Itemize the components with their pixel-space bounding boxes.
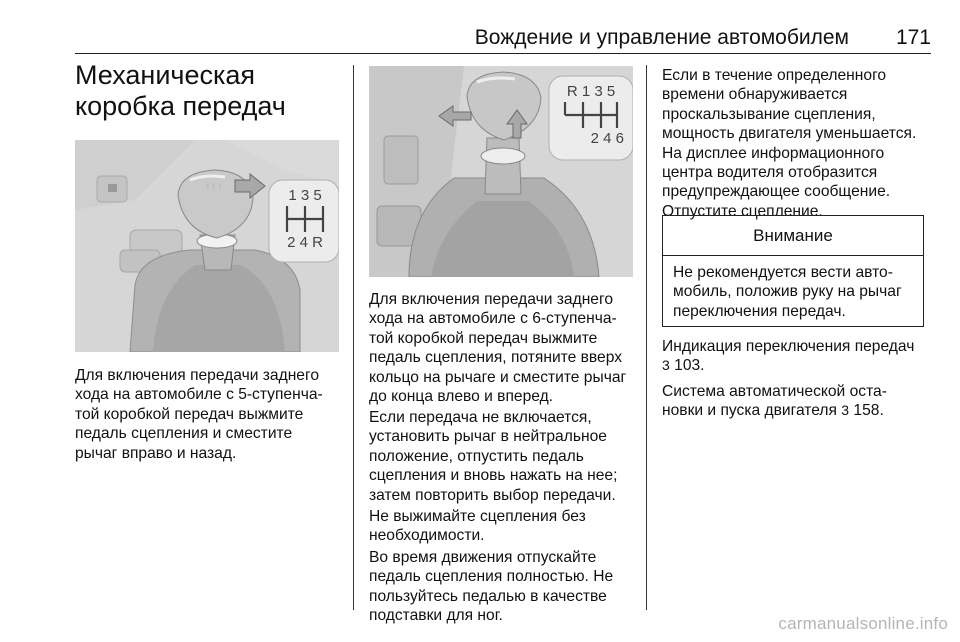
paragraph-5-speed-reverse: Для включения передачи заднего хода на автомобиле с 5-ступенча- той коробкой передач выжмите педаль сцепления и сместите рычаг вправо и назад. [75, 367, 323, 462]
gear-pattern-top: 1 3 5 [288, 187, 322, 204]
gear-pattern-bottom: 2 4 R [287, 234, 323, 251]
paragraph-clutch-unnecessary: Не выжимайте сцепления без необходимости. [369, 508, 586, 545]
gate-lines-icon [277, 204, 333, 234]
paragraph-shift-indicator [662, 337, 932, 376]
gate-lines-icon [555, 100, 627, 130]
section-title: Механическая коробка передач [75, 60, 286, 121]
figure-5-speed-shifter [75, 140, 339, 352]
running-title: Вождение и управление автомобилем [474, 26, 849, 49]
header-rule [75, 53, 931, 54]
notice-title: Внимание [663, 216, 923, 256]
paragraph-6-speed-reverse: Для включения передачи заднего хода на автомобиле с 6-ступенча- той коробкой передач выжмите педаль сцепления, потяните вверх кольцо на рычаге и сместите рычаг до конца влево и вперед. [369, 291, 627, 406]
watermark: carmanualsonline.info [778, 614, 948, 633]
paragraph-gear-not-engaging: Если передача не включается, установить рычаг в нейтральное положение, отпустить педаль сцепления и вновь нажать на нее; затем повторить выбор передачи. [369, 409, 618, 504]
column-rule-2 [646, 65, 647, 610]
stop-start-page-ref[interactable]: 158. [853, 402, 884, 420]
gear-pattern-6-speed [555, 83, 627, 147]
paragraph-stop-start [662, 382, 932, 421]
paragraph-clutch-slip: Если в течение определенного времени обнаруживается проскальзывание сцепления, мощность двигателя уменьшается. На дисплее информационного центра водителя отобразится предупреждающее сообщение. Отпустите сцепление. [662, 67, 917, 220]
page-ref-icon: 3 [662, 357, 670, 374]
running-header [75, 26, 931, 52]
page-ref-icon: 3 [841, 402, 850, 419]
page-number: 171 [895, 26, 931, 49]
column-rule-1 [353, 65, 354, 610]
notice-body: Не рекомендуется вести авто- мобиль, положив руку на рычаг переключения передач. [673, 264, 902, 320]
gear-pattern-bottom: 2 4 6 [590, 130, 624, 147]
gear-pattern-5-speed [277, 187, 333, 251]
shift-indicator-page-ref[interactable]: 103. [674, 357, 705, 375]
shift-indicator-text: Индикация переключения передач [662, 338, 915, 355]
svg-text:⋮⋮⋮: ⋮⋮⋮ [205, 183, 223, 190]
notice-box [662, 215, 924, 327]
paragraph-release-clutch: Во время движения отпускайте педаль сцепления полностью. Не пользуйтесь педалью в качестве подставки для ног. [369, 549, 614, 625]
stop-start-text: Система автоматической оста- новки и пуска двигателя [662, 383, 887, 420]
figure-6-speed-shifter [369, 66, 633, 277]
gear-pattern-top: R 1 3 5 [566, 83, 616, 100]
